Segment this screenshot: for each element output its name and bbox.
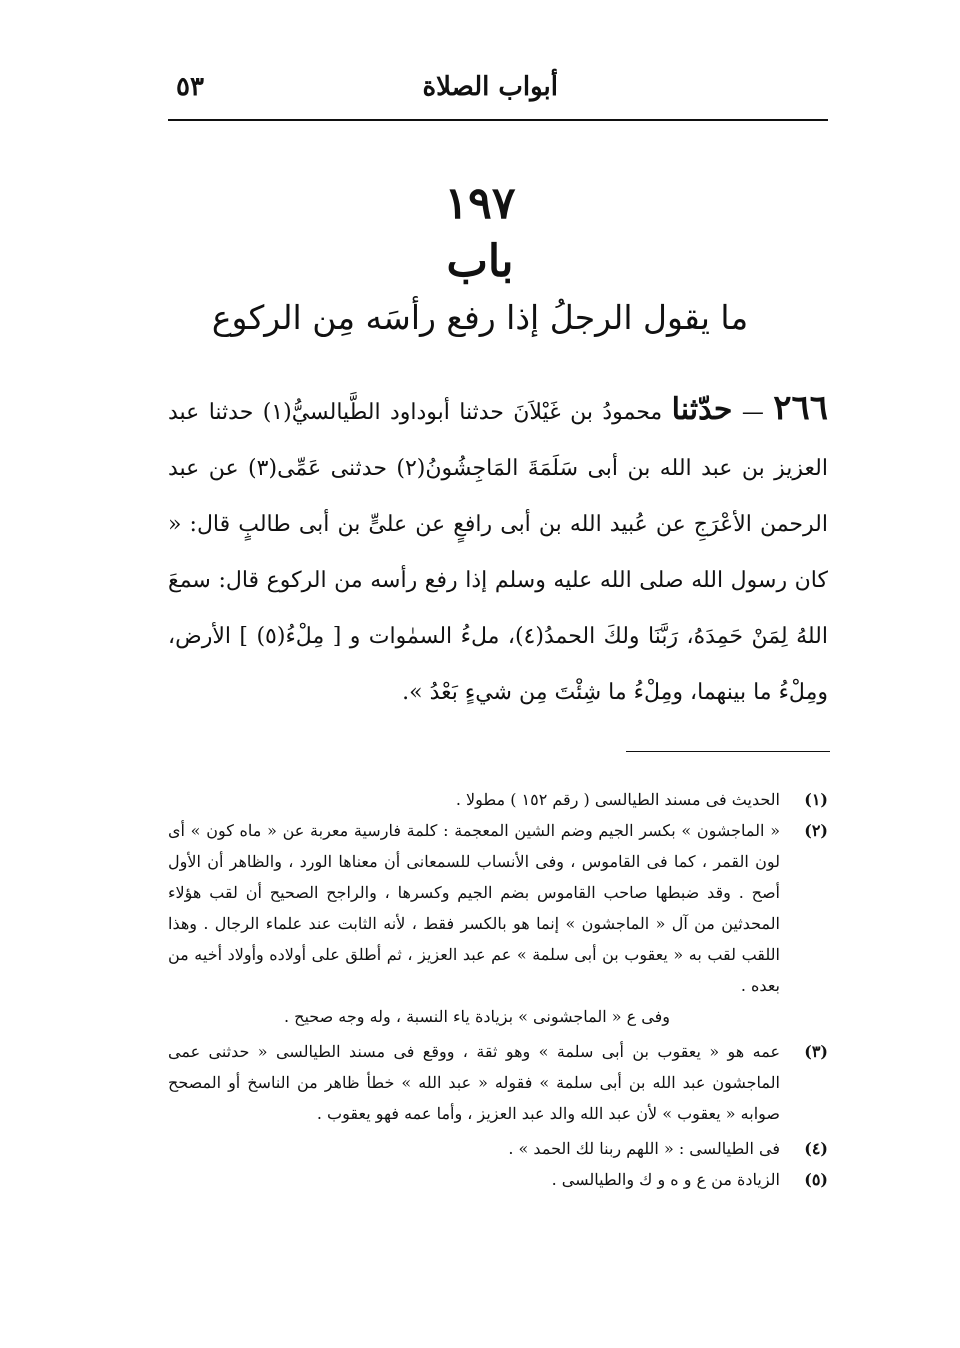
- footnotes: [168, 784, 828, 1195]
- footnote-text: عمه هو « يعقوب بن أبى سلمة » وهو ثقة ، ووقع فى مسند الطيالسى « حدثنى عمى الماجشون عبد الله بن أبى سلمة » فقوله « عبد الله » خطأ ظاهر من الناسخ أو المصحح صوابه « يعقوب » لأن عبد الله والد عبد العزيز ، وأما عمه فهو يعقوب .: [168, 1042, 780, 1123]
- footnote-5: [168, 1164, 828, 1195]
- footnote-3: [168, 1036, 828, 1129]
- footnote-text: فى الطيالسى : « اللهم ربنا لك الحمد » .: [508, 1139, 780, 1158]
- page-number: ٥٣: [176, 72, 204, 102]
- hadith-text: محمودُ بن غَيْلاَنَ حدثنا أبوداود الطَّيالسيُّ(١) حدثنا عبد العزيز بن عبد الله بن أبى سَلَمَةَ المَاجِشُونُ(٢) حدثنى عَمِّى(٣) عن عبد الرحمن الأعْرَجِ عن عُبيد الله بن أبى رافعٍ عن علىٍّ بن أبى طالبٍ قال: « كان رسول الله صلى الله عليه وسلم إذا رفع رأسه من الركوع قال: سمعَ اللهُ لِمَنْ حَمِدَهُ، رَبَّنَا ولكَ الحمدُ(٤)، ملءُ السمٰوات و [ مِلْءُ(٥) ] الأرض، ومِلْءُ ما بينهما، ومِلْءُ ما شِئْتَ مِن شيءٍ بَعْدُ ».: [168, 400, 828, 705]
- chapter-title: ما يقول الرجلُ إذا رفع رأسَه مِن الركوع: [211, 298, 749, 337]
- footnote-2: [168, 815, 828, 1001]
- running-title: أبواب الصلاة: [422, 72, 558, 102]
- hadith-number: ٢٦٦: [773, 388, 828, 428]
- footnote-2-addendum: وفى ع « الماجشونى » بزيادة ياء النسبة ، وله وجه صحيح .: [283, 1007, 670, 1026]
- footnote-text: الزيادة من ع و ه و ك والطيالسى .: [551, 1170, 780, 1189]
- footnote-1: [168, 784, 828, 815]
- footnote-marker: (١): [804, 790, 828, 809]
- footnote-marker: (٢): [804, 821, 828, 840]
- page-header: [168, 70, 828, 114]
- chapter-number: ١٩٧: [444, 178, 516, 229]
- footnote-text: « الماجشون » بكسر الجيم وضم الشين المعجمة : كلمة فارسية معربة عن « ماه كون » أى لون القمر ، كما فى القاموس ، وفى الأنساب للسمعانى أن معناها الورد ، والظاهر أن الأول أصح . وقد ضبطها صاحب القاموس بضم الجيم وكسرها ، والراجح الصحيح أن لقب هؤلاء المحدثين من آل « الماجشون » إنما هو بالكسر فقط ، لأنه الثابت عند علماء الرجال . وهذا اللقب لقب به « يعقوب بن أبى سلمة » عم عبد العزيز ، ثم أطلق على أولاده وأولاد أخيه من بعده .: [168, 821, 780, 995]
- header-rule: [168, 119, 828, 121]
- chapter-heading-bab: باب: [446, 236, 514, 287]
- footnote-marker: (٥): [804, 1170, 828, 1189]
- footnote-marker: (٤): [804, 1139, 828, 1158]
- footnote-separator: [626, 751, 830, 752]
- hadith-haddathana: حدّثنا: [671, 392, 733, 427]
- footnote-text: الحديث فى مسند الطيالسى ( رقم ١٥٢ ) مطولا .: [455, 790, 780, 809]
- footnote-4: [168, 1133, 828, 1164]
- footnote-marker: (٣): [804, 1042, 828, 1061]
- hadith-body: [168, 380, 828, 721]
- hadith-dash: —: [741, 400, 764, 425]
